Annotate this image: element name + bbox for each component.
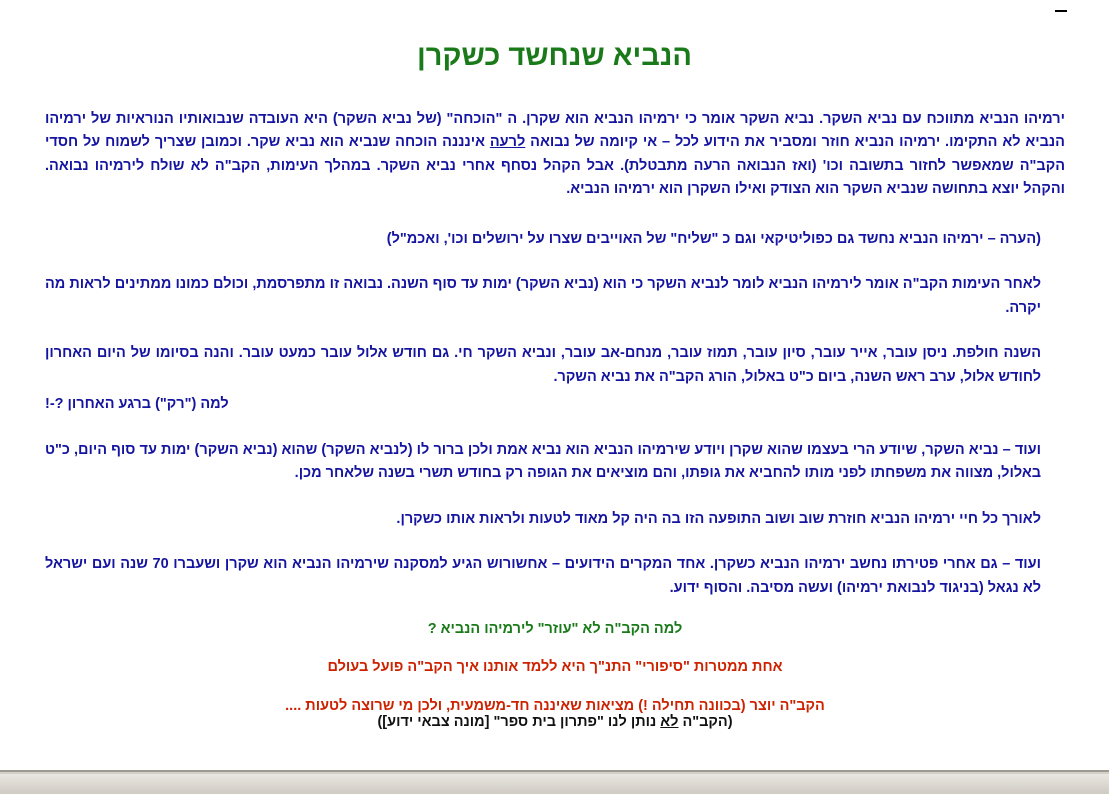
paragraph-8: ועוד – גם אחרי פטירתו נחשב ירמיהו הנביא כשקרן. אחד המקרים הידועים – אחשורוש הגיע למסקנה שירמיהו הנביא הוא שקרן ושעברו 70 שנה ועם ישראל לא נגאל (בניגוד לנבואת ירמיהו) ועשה מסיבה. והסוף ידוע. [45, 556, 1041, 596]
paragraph-1-text: ירמיהו הנביא מתווכח עם נביא השקר. נביא השקר אומר כי ירמיהו הנביא הוא שקרן. ה "הוכחה" (של נביא השקר) היא העובדה שנבואותיו הנוראיות של ירמיהו הנביא לא התקימו. ירמיהו הנביא חוזר ומסביר את הידוע לכל – אי קיומה של נבואה לרעה אינננה הוכחה שנביא הוא נביא שקר. וכמובן שצריך לשמוח על חסדי הקב"ה שמאפשר לחזור בתשובה וכו' (ואז הנבואה הרעה מתבטלת). אבל הקהל נסחף אחרי נביא השקר. במהלך העימות, הקב"ה לא שולח לירמיהו נבואה. והקהל יוצא בתחושה שנביא השקר הוא הצודק ואילו השקרן הוא ירמיהו הנביא. [45, 111, 1065, 198]
underlined-word-lo: לא [660, 714, 679, 731]
conclusion-line-4-bracket: [מונה צבאי ידוע] [382, 714, 490, 731]
paragraph-3: לאחר העימות הקב"ה אומר לירמיהו הנביא לומר לנביא השקר כי הוא (נביא השקר) ימות עד סוף השנה. נבואה זו מתפרסמת, וכולם כמונו ממתינים לראות מה יקרה. [45, 276, 1041, 316]
paragraph-6: ועוד – נביא השקר, שיודע הרי בעצמו שהוא שקרן ויודע שירמיהו הנביא הוא נביא אמת ולכן ברור לו (לנביא השקר) שהוא (נביא השקר) ימות עד סוף היום, כ"ט באלול, מצווה את משפחתו לפני מותו להחביא את גופתו, והם מוציאים את הגופה רק בחודש תשרי בשנה שלאחר מכן. [45, 441, 1041, 482]
paragraph-5-question: למה ("רק") ברגע האחרון ?-! [45, 396, 229, 413]
conclusion-line-1: למה הקב"ה לא "עוזר" לירמיהו הנביא ? [427, 621, 683, 637]
conclusion-line-2: אחת ממטרות "סיפורי" התנ"ך היא ללמד אותנו איך הקב"ה פועל בעולם [327, 659, 783, 676]
conclusion-line-4 [45, 711, 1065, 733]
conclusion-line-4-mid: נותן לנו "פתרון בית ספר" [489, 714, 661, 731]
paragraph-4: השנה חולפת. ניסן עובר, אייר עובר, סיון עובר, תמוז עובר, מנחם-אב עובר, ונביא השקר חי. גם חודש אלול עובר כמעט עובר. והנה בסיומו של היום האחרון לחודש אלול, ערב ראש השנה, ביום כ"ט באלול, הורג הקב"ה את נביא השקר. [45, 345, 1041, 385]
top-dash-mark [1055, 10, 1067, 12]
conclusion-block [45, 618, 1065, 734]
paragraph-2: (הערה – ירמיהו הנביא נחשד גם כפוליטיקאי וגם כ "שליח" של האוייבים שצרו על ירושלים וכו', ואכמ"ל) [386, 230, 1041, 247]
conclusion-line-4-suffix: ) [377, 714, 383, 731]
conclusion-line-3: הקב"ה יוצר (בכוונה תחילה !) מציאות שאיננה חד-משמעית, ולכן מי שרוצה לטעות .... [285, 697, 825, 714]
underlined-word-lerah: לרעה [489, 134, 526, 151]
window-bottom-bar-inner [0, 774, 1109, 794]
paragraph-7: לאורך כל חיי ירמיהו הנביא חוזרת שוב ושוב התופעה הזו בה היה קל מאוד לטעות ולראות אותו כשקרן. [396, 510, 1041, 527]
paragraph-1 [45, 108, 1065, 202]
page-title: הנביא שנחשד כשקרן [417, 40, 692, 72]
window-bottom-bar [0, 770, 1109, 794]
conclusion-line-4-prefix: (הקב"ה [678, 714, 733, 731]
document-body [45, 108, 1065, 622]
